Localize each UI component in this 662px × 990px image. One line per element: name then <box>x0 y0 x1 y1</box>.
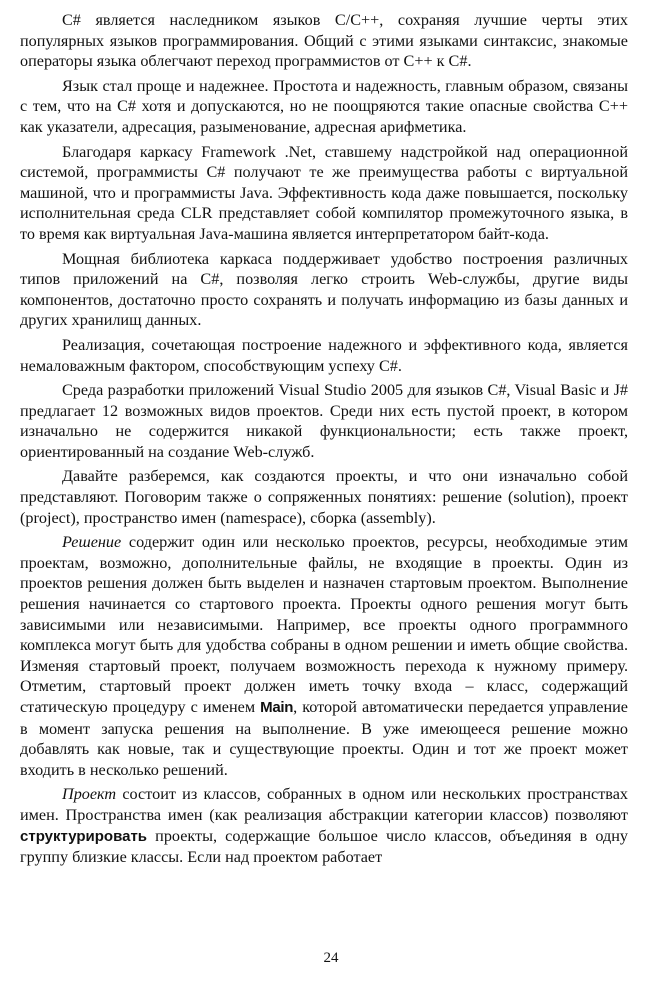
paragraph-concepts: Давайте разберемся, как создаются проекты, и что они изначально собой представляют. Поговорим также о сопряженных понятиях: решение (solution), проект (project), пространство имен (namespace), сборка (assembly). <box>20 467 628 527</box>
document-page <box>20 10 628 872</box>
solution-text-part2: , которой автоматически передается управление в момент запуска решения на выполнение. В уже имеющееся решение можно добавлять как новые, так и существующие проекты. Один и тот же проект может входить в несколько решений. <box>20 698 628 779</box>
paragraph-framework: Благодаря каркасу Framework .Net, ставшему надстройкой над операционной системой, программисты C# получают те же преимущества работы с виртуальной машиной, что и программисты Java. Эффективность кода даже повышается, поскольку исполнительная среда CLR представляет собой компилятор промежуточного языка, в то время как виртуальная Java-машина является интерпретатором байт-кода. <box>20 142 628 243</box>
page-number: 24 <box>323 950 339 966</box>
paragraph-visual-studio: Среда разработки приложений Visual Studio 2005 для языков C#, Visual Basic и J# предлагает 12 возможных видов проектов. Среди них есть пустой проект, в котором изначально не содержится никакой функциональности; есть также проект, ориентированный на создание Web-служб. <box>20 381 628 461</box>
term-solution: Решение <box>62 533 122 552</box>
paragraph-implementation: Реализация, сочетающая построение надежного и эффективного кода, является немаловажным фактором, способствующим успеху C#. <box>20 335 628 375</box>
paragraph-solution <box>20 532 628 780</box>
project-text-part2: проекты, содержащие большое число классов, объединяя в одну группу близкие классы. Если над проектом работает <box>20 826 628 867</box>
project-text-part1: состоит из классов, собранных в одном или нескольких пространствах имен. Пространства имен (как реализация абстракции категории классов) позволяют <box>20 785 628 824</box>
paragraph-project <box>20 784 628 867</box>
solution-text-part1: содержит один или несколько проектов, ресурсы, необходимые этим проектам, возможно, дополнительные файлы, не входящие в проекты. Один из проектов решения должен быть выделен и назначен стартовым проектом. Выполнение решения начинается со стартового проекта. Проекты одного решения могут быть зависимыми или независимыми. Например, все проекты одного программного комплекса могут быть для удобства собраны в одном решении и иметь общие свойства. Изменяя стартовый проект, получаем возможность перехода к нужному примеру. Отметим, стартовый проект должен иметь точку входа – класс, содержащий статическую процедуру с именем <box>20 533 628 716</box>
paragraph-simplicity: Язык стал проще и надежнее. Простота и надежность, главным образом, связаны с тем, что на C# хотя и допускаются, но не поощряются такие опасные свойства С++ как указатели, адресация, разыменование, адресная арифметика. <box>20 76 628 136</box>
term-project: Проект <box>62 785 117 804</box>
paragraph-csharp-heritage: C# является наследником языков C/C++, сохраняя лучшие черты этих популярных языков программирования. Общий с этими языками синтаксис, знакомые операторы языка облегчают переход программистов от С++ к С#. <box>20 11 628 71</box>
main-keyword: Main <box>260 699 294 716</box>
paragraph-library: Мощная библиотека каркаса поддерживает удобство построения различных типов приложений на C#, позволяя легко строить Web-службы, другие виды компонентов, достаточно просто сохранять и получать информацию из базы данных и других хранилищ данных. <box>20 249 628 330</box>
bold-structure-word: структурировать <box>20 827 148 845</box>
